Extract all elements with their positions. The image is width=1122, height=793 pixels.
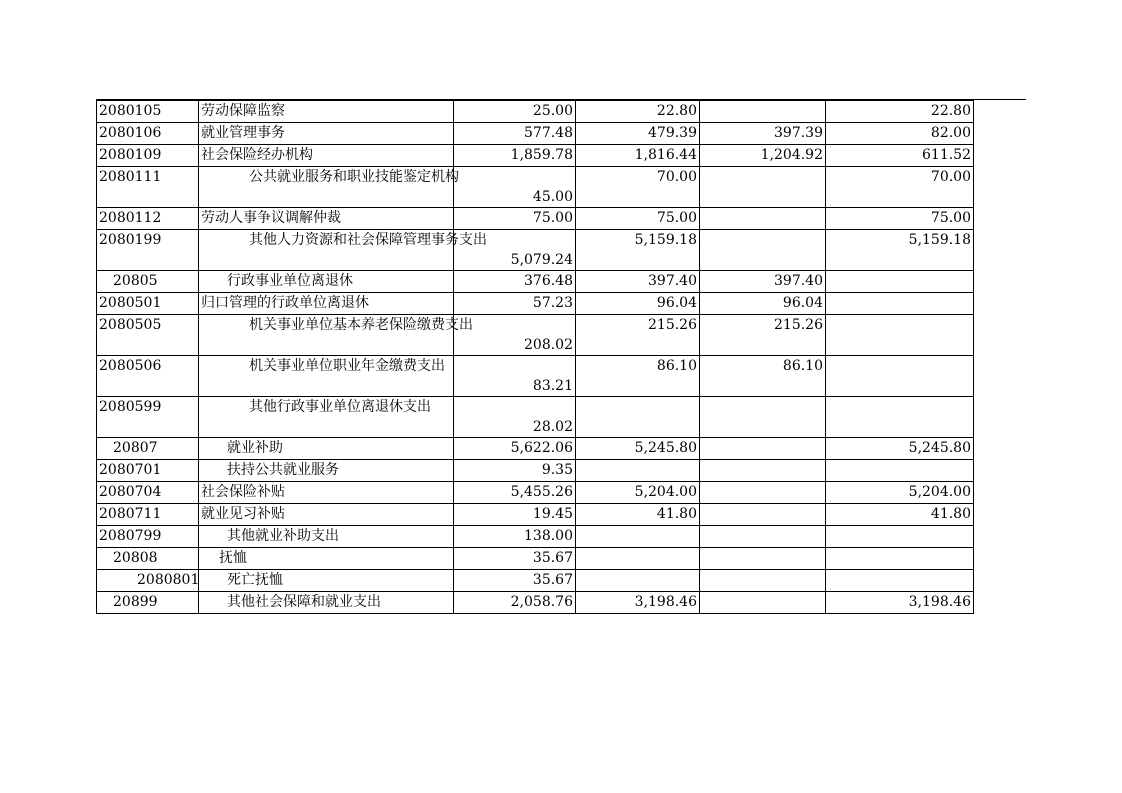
row-code: 2080199 (97, 230, 199, 271)
row-name: 死亡抚恤 (199, 570, 454, 592)
row-value-4 (826, 570, 974, 592)
row-value-1: 57.23 (454, 293, 576, 315)
row-value-4: 5,245.80 (826, 438, 974, 460)
row-name: 行政事业单位离退休 (199, 271, 454, 293)
row-name: 其他社会保障和就业支出 (199, 592, 454, 614)
row-code: 20807 (97, 438, 199, 460)
row-value-1: 45.00 (454, 167, 576, 208)
row-code: 2080105 (97, 101, 199, 123)
row-code: 2080799 (97, 526, 199, 548)
row-value-4 (826, 526, 974, 548)
row-value-1: 35.67 (454, 548, 576, 570)
row-code: 2080109 (97, 145, 199, 167)
table-row (97, 167, 974, 208)
row-value-2: 3,198.46 (576, 592, 700, 614)
row-value-1: 19.45 (454, 504, 576, 526)
row-value-1: 2,058.76 (454, 592, 576, 614)
row-value-3 (700, 167, 826, 208)
row-name: 归口管理的行政单位离退休 (199, 293, 454, 315)
row-name: 就业管理事务 (199, 123, 454, 145)
row-value-2: 5,159.18 (576, 230, 700, 271)
row-value-1: 376.48 (454, 271, 576, 293)
row-value-3 (700, 482, 826, 504)
budget-table (96, 100, 974, 614)
row-value-4 (826, 315, 974, 356)
row-value-2: 70.00 (576, 167, 700, 208)
row-value-4: 5,159.18 (826, 230, 974, 271)
row-value-2 (576, 526, 700, 548)
row-value-4 (826, 548, 974, 570)
row-name: 抚恤 (199, 548, 454, 570)
row-value-3 (700, 397, 826, 438)
row-code: 2080801 (97, 570, 199, 592)
row-value-2 (576, 570, 700, 592)
table-row (97, 315, 974, 356)
row-value-4: 82.00 (826, 123, 974, 145)
table-row (97, 271, 974, 293)
row-value-3 (700, 570, 826, 592)
row-name: 扶持公共就业服务 (199, 460, 454, 482)
row-value-3 (700, 504, 826, 526)
row-value-2: 96.04 (576, 293, 700, 315)
table-row (97, 101, 974, 123)
table-row (97, 592, 974, 614)
row-value-3 (700, 548, 826, 570)
table-row (97, 526, 974, 548)
table-row (97, 123, 974, 145)
row-value-2: 22.80 (576, 101, 700, 123)
row-value-3: 215.26 (700, 315, 826, 356)
table-row (97, 397, 974, 438)
row-code: 20808 (97, 548, 199, 570)
row-value-3: 397.39 (700, 123, 826, 145)
table-row (97, 293, 974, 315)
table-row (97, 460, 974, 482)
table-row (97, 438, 974, 460)
row-value-3 (700, 526, 826, 548)
table-row (97, 208, 974, 230)
row-value-2: 397.40 (576, 271, 700, 293)
row-code: 2080704 (97, 482, 199, 504)
table-row (97, 504, 974, 526)
row-code: 2080599 (97, 397, 199, 438)
row-value-2: 479.39 (576, 123, 700, 145)
row-value-1: 1,859.78 (454, 145, 576, 167)
row-value-4: 41.80 (826, 504, 974, 526)
row-code: 2080506 (97, 356, 199, 397)
row-code: 2080106 (97, 123, 199, 145)
row-value-4 (826, 271, 974, 293)
row-name: 机关事业单位职业年金缴费支出 (199, 356, 454, 397)
row-value-3: 397.40 (700, 271, 826, 293)
row-value-1: 577.48 (454, 123, 576, 145)
row-code: 2080711 (97, 504, 199, 526)
row-value-1: 9.35 (454, 460, 576, 482)
row-value-1: 208.02 (454, 315, 576, 356)
row-name: 其他人力资源和社会保障管理事务支出 (199, 230, 454, 271)
row-value-2: 5,204.00 (576, 482, 700, 504)
row-value-2: 1,816.44 (576, 145, 700, 167)
row-value-2: 75.00 (576, 208, 700, 230)
row-value-3 (700, 208, 826, 230)
row-code: 2080701 (97, 460, 199, 482)
row-value-1: 75.00 (454, 208, 576, 230)
row-value-1: 5,622.06 (454, 438, 576, 460)
table-row (97, 482, 974, 504)
row-name: 就业见习补贴 (199, 504, 454, 526)
row-value-2: 5,245.80 (576, 438, 700, 460)
row-value-4: 3,198.46 (826, 592, 974, 614)
row-value-4: 75.00 (826, 208, 974, 230)
row-name: 其他行政事业单位离退休支出 (199, 397, 454, 438)
row-value-4 (826, 293, 974, 315)
row-value-1: 5,455.26 (454, 482, 576, 504)
row-value-3: 86.10 (700, 356, 826, 397)
row-value-4: 5,204.00 (826, 482, 974, 504)
row-value-4 (826, 397, 974, 438)
row-name: 就业补助 (199, 438, 454, 460)
row-code: 20805 (97, 271, 199, 293)
row-code: 2080111 (97, 167, 199, 208)
row-value-3: 1,204.92 (700, 145, 826, 167)
row-value-4 (826, 460, 974, 482)
table-row (97, 548, 974, 570)
row-value-4: 611.52 (826, 145, 974, 167)
row-code: 2080112 (97, 208, 199, 230)
row-name: 机关事业单位基本养老保险缴费支出 (199, 315, 454, 356)
row-name: 劳动保障监察 (199, 101, 454, 123)
row-code: 20899 (97, 592, 199, 614)
row-value-1: 5,079.24 (454, 230, 576, 271)
row-value-2 (576, 397, 700, 438)
row-value-4: 22.80 (826, 101, 974, 123)
row-value-2: 41.80 (576, 504, 700, 526)
row-value-3: 96.04 (700, 293, 826, 315)
row-value-3 (700, 101, 826, 123)
row-value-1: 35.67 (454, 570, 576, 592)
row-value-2 (576, 548, 700, 570)
table-row (97, 356, 974, 397)
row-name: 劳动人事争议调解仲裁 (199, 208, 454, 230)
row-value-1: 138.00 (454, 526, 576, 548)
row-value-2: 86.10 (576, 356, 700, 397)
table-row (97, 230, 974, 271)
row-value-1: 83.21 (454, 356, 576, 397)
row-value-3 (700, 230, 826, 271)
row-value-3 (700, 592, 826, 614)
row-name: 社会保险经办机构 (199, 145, 454, 167)
row-value-4: 70.00 (826, 167, 974, 208)
row-value-1: 25.00 (454, 101, 576, 123)
table-row (97, 145, 974, 167)
row-value-1: 28.02 (454, 397, 576, 438)
row-name: 公共就业服务和职业技能鉴定机构 (199, 167, 454, 208)
row-name: 其他就业补助支出 (199, 526, 454, 548)
row-value-3 (700, 460, 826, 482)
row-value-2: 215.26 (576, 315, 700, 356)
row-name: 社会保险补贴 (199, 482, 454, 504)
row-code: 2080505 (97, 315, 199, 356)
table-row (97, 570, 974, 592)
row-code: 2080501 (97, 293, 199, 315)
row-value-4 (826, 356, 974, 397)
row-value-3 (700, 438, 826, 460)
row-value-2 (576, 460, 700, 482)
